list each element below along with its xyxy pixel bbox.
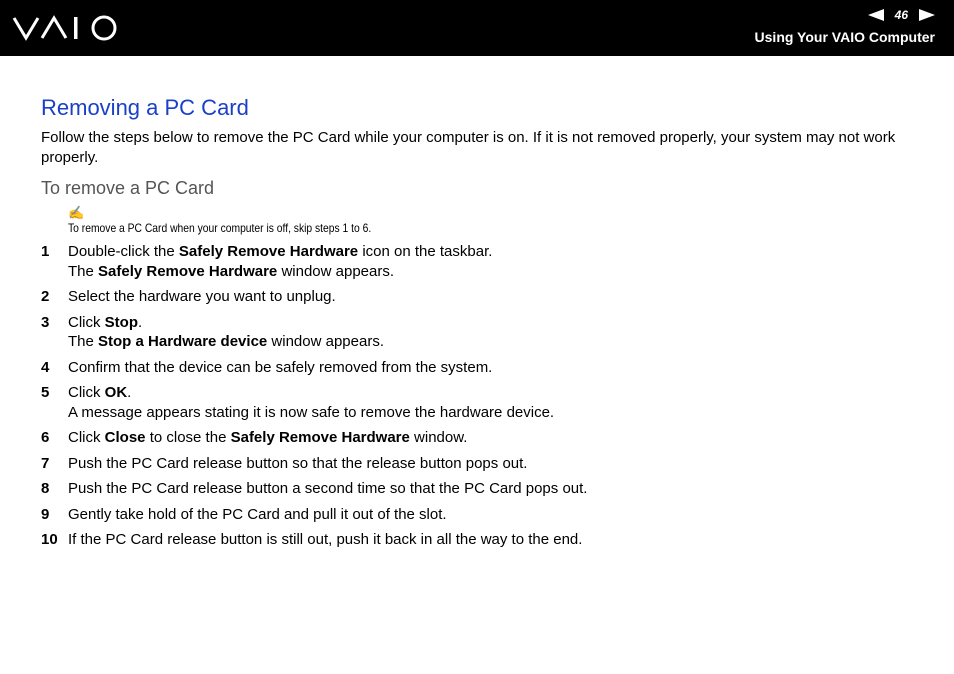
note-pencil-icon: ✍ (68, 205, 85, 220)
step-text-fragment: window appears. (267, 333, 384, 350)
step-text-fragment: window. (409, 429, 468, 446)
step-text-fragment: to close the (145, 429, 231, 446)
step-number: 1 (41, 243, 50, 260)
step-result: A message appears stating it is now safe to remove the hardware device. (68, 403, 555, 421)
step-result (68, 262, 921, 282)
step-item (41, 479, 921, 499)
page-title: Removing a PC Card (41, 95, 249, 120)
steps-list (41, 242, 921, 550)
section-title: Using Your VAIO Computer (754, 29, 935, 45)
step-instruction (68, 242, 921, 262)
step-text-fragment: . (138, 313, 143, 331)
ui-term: Safely Remove Hardware (178, 243, 359, 260)
step-instruction: Push the PC Card release button so that the release button pops out. (68, 454, 528, 472)
page-number: 46 (894, 8, 908, 22)
step-instruction: If the PC Card release button is still out, push it back in all the way to the end. (68, 531, 583, 548)
previous-page-arrow-icon[interactable] (868, 9, 884, 21)
step-instruction: Gently take hold of the PC Card and pull it out of the slot. (68, 505, 447, 523)
ui-term: Stop a Hardware device (98, 333, 268, 350)
step-number: 9 (41, 505, 50, 523)
procedure-heading: To remove a PC Card (41, 178, 215, 198)
step-text-fragment: . (127, 384, 132, 401)
step-number: 7 (41, 454, 50, 472)
intro-paragraph: Follow the steps below to remove the PC Card while your computer is on. If it is not removed properly, your system may not work properly. (41, 129, 896, 166)
step-item (41, 530, 921, 550)
main-content (41, 93, 921, 556)
step-text-fragment: Click (68, 429, 105, 446)
step-number: 2 (41, 288, 50, 305)
step-instruction (68, 313, 921, 333)
step-text-fragment: icon on the taskbar. (358, 243, 493, 260)
step-text-fragment: Click (68, 313, 105, 331)
step-item (41, 505, 921, 525)
step-instruction: Confirm that the device can be safely removed from the system. (68, 358, 493, 376)
next-page-arrow-icon[interactable] (919, 9, 935, 21)
page-navigation (868, 6, 935, 24)
vaio-logo (12, 14, 120, 42)
ui-term: Safely Remove Hardware (230, 429, 410, 446)
step-text-fragment: window appears. (277, 262, 395, 280)
step-number: 6 (41, 429, 50, 446)
ui-term: Stop (104, 313, 138, 331)
step-item (41, 358, 921, 378)
step-instruction: Push the PC Card release button a second time so that the PC Card pops out. (68, 480, 588, 497)
step-text-fragment: The (68, 262, 99, 280)
step-number: 5 (41, 384, 50, 401)
step-number: 4 (41, 358, 50, 376)
step-text-fragment: The (68, 333, 99, 350)
step-item (41, 313, 921, 352)
step-number: 10 (41, 531, 58, 548)
step-instruction (68, 428, 921, 448)
note-text: To remove a PC Card when your computer is off, skip steps 1 to 6. (68, 221, 372, 235)
ui-term: Safely Remove Hardware (98, 262, 278, 280)
note-block (68, 206, 921, 236)
step-item (41, 383, 921, 422)
ui-term: OK (104, 384, 128, 401)
step-text-fragment: Click (68, 384, 105, 401)
step-instruction: Select the hardware you want to unplug. (68, 288, 336, 305)
step-item (41, 242, 921, 281)
step-result (68, 332, 921, 352)
step-number: 3 (41, 313, 50, 331)
step-number: 8 (41, 480, 50, 497)
step-instruction (68, 383, 921, 403)
step-item (41, 454, 921, 474)
ui-term: Close (104, 429, 146, 446)
step-text-fragment: Double-click the (68, 243, 179, 260)
step-item (41, 287, 921, 307)
page-header (0, 0, 954, 56)
step-item (41, 428, 921, 448)
